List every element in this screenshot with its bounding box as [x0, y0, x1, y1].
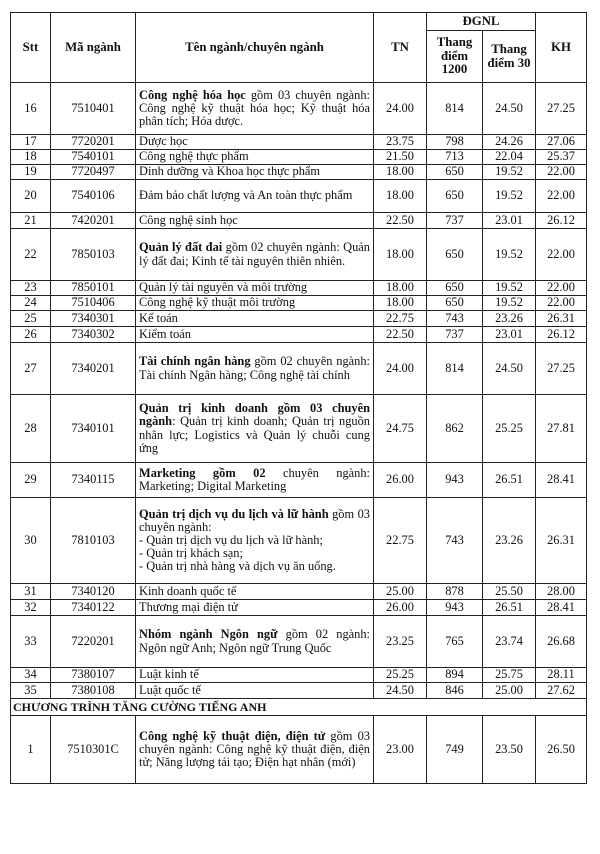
- cell-dgnl-30: 19.52: [483, 180, 536, 213]
- cell-ma-nganh: 7380107: [51, 668, 136, 683]
- cell-tn: 24.00: [374, 83, 427, 135]
- cell-ten-nganh: Thương mại điện tử: [136, 600, 374, 616]
- cell-kh: 25.37: [536, 150, 587, 165]
- cell-tn: 22.75: [374, 311, 427, 327]
- major-group-name: Công nghệ hóa học: [139, 87, 246, 102]
- cell-dgnl-30: 23.01: [483, 327, 536, 343]
- cell-ma-nganh: 7340302: [51, 327, 136, 343]
- table-row: [11, 683, 587, 699]
- header-thang-30: Thang điểm 30: [483, 31, 536, 83]
- cell-stt: 24: [11, 296, 51, 311]
- cell-dgnl-30: 19.52: [483, 229, 536, 281]
- cell-ma-nganh: 7380108: [51, 683, 136, 699]
- table-row: [11, 327, 587, 343]
- cell-stt: 31: [11, 584, 51, 600]
- cell-ma-nganh: 7340122: [51, 600, 136, 616]
- cell-ma-nganh: 7220201: [51, 616, 136, 668]
- cell-kh: 26.12: [536, 213, 587, 229]
- cell-dgnl-30: 24.50: [483, 343, 536, 395]
- cell-dgnl-1200: 862: [427, 395, 483, 463]
- cell-dgnl-30: 26.51: [483, 600, 536, 616]
- table-row: [11, 150, 587, 165]
- table-row: [11, 311, 587, 327]
- cell-dgnl-1200: 650: [427, 229, 483, 281]
- major-group-name: Quản lý đất đai: [139, 240, 223, 255]
- cell-dgnl-1200: 743: [427, 498, 483, 584]
- cell-ten-nganh: Dinh dưỡng và Khoa học thực phẩm: [136, 165, 374, 180]
- cell-stt: 19: [11, 165, 51, 180]
- cell-kh: 27.62: [536, 683, 587, 699]
- cell-kh: 28.00: [536, 584, 587, 600]
- cell-tn: 23.25: [374, 616, 427, 668]
- cell-dgnl-30: 24.26: [483, 135, 536, 150]
- header-kh: KH: [536, 13, 587, 83]
- cell-dgnl-1200: 737: [427, 213, 483, 229]
- header-thang-1200: Thang điểm 1200: [427, 31, 483, 83]
- cell-dgnl-30: 22.04: [483, 150, 536, 165]
- cell-stt: 17: [11, 135, 51, 150]
- table-body: [11, 83, 587, 784]
- cell-kh: 27.06: [536, 135, 587, 150]
- cell-ma-nganh: 7540106: [51, 180, 136, 213]
- cell-tn: 18.00: [374, 229, 427, 281]
- cell-tn: 21.50: [374, 150, 427, 165]
- admission-score-table: [10, 12, 587, 784]
- cell-ma-nganh: 7540101: [51, 150, 136, 165]
- cell-ten-nganh: Quản lý tài nguyên và môi trường: [136, 281, 374, 296]
- major-group-name: Tài chính ngân hàng: [139, 354, 251, 369]
- cell-tn: 26.00: [374, 463, 427, 498]
- cell-kh: 27.81: [536, 395, 587, 463]
- cell-dgnl-30: 19.52: [483, 165, 536, 180]
- major-group-name: Marketing gồm 02: [139, 465, 266, 480]
- header-tn: TN: [374, 13, 427, 83]
- table-row: [11, 600, 587, 616]
- cell-stt: 20: [11, 180, 51, 213]
- cell-dgnl-30: 25.25: [483, 395, 536, 463]
- cell-ten-nganh: Kinh doanh quốc tế: [136, 584, 374, 600]
- header-stt: Stt: [11, 13, 51, 83]
- cell-ten-nganh: Công nghệ thực phẩm: [136, 150, 374, 165]
- cell-dgnl-1200: 737: [427, 327, 483, 343]
- table-row: [11, 229, 587, 281]
- table-row: [11, 498, 587, 584]
- cell-dgnl-1200: 765: [427, 616, 483, 668]
- cell-dgnl-1200: 878: [427, 584, 483, 600]
- cell-dgnl-1200: 814: [427, 83, 483, 135]
- major-group-name: Công nghệ kỹ thuật điện, điện tử: [139, 728, 326, 743]
- cell-tn: 24.00: [374, 343, 427, 395]
- cell-tn: 23.75: [374, 135, 427, 150]
- cell-dgnl-1200: 943: [427, 463, 483, 498]
- header-dgnl: ĐGNL: [427, 13, 536, 31]
- major-group-name: Nhóm ngành Ngôn ngữ: [139, 627, 278, 642]
- cell-ten-nganh: Luật quốc tế: [136, 683, 374, 699]
- cell-tn: 25.00: [374, 584, 427, 600]
- cell-dgnl-30: 19.52: [483, 296, 536, 311]
- cell-dgnl-1200: 943: [427, 600, 483, 616]
- cell-dgnl-30: 26.51: [483, 463, 536, 498]
- cell-kh: 28.11: [536, 668, 587, 683]
- cell-ma-nganh: 7510401: [51, 83, 136, 135]
- table-row: [11, 343, 587, 395]
- cell-kh: 28.41: [536, 600, 587, 616]
- cell-ma-nganh: 7850103: [51, 229, 136, 281]
- cell-stt: 22: [11, 229, 51, 281]
- cell-tn: 24.50: [374, 683, 427, 699]
- cell-dgnl-30: 23.26: [483, 311, 536, 327]
- cell-dgnl-30: 23.50: [483, 716, 536, 784]
- cell-dgnl-30: 25.00: [483, 683, 536, 699]
- cell-ten-nganh: Luật kinh tế: [136, 668, 374, 683]
- cell-dgnl-1200: 650: [427, 296, 483, 311]
- cell-kh: 27.25: [536, 83, 587, 135]
- cell-dgnl-30: 23.01: [483, 213, 536, 229]
- cell-ten-nganh: Công nghệ kỹ thuật môi trường: [136, 296, 374, 311]
- cell-stt: 28: [11, 395, 51, 463]
- table-row: [11, 281, 587, 296]
- cell-dgnl-1200: 798: [427, 135, 483, 150]
- cell-ma-nganh: 7340120: [51, 584, 136, 600]
- cell-tn: 24.75: [374, 395, 427, 463]
- cell-ma-nganh: 7720497: [51, 165, 136, 180]
- cell-dgnl-1200: 650: [427, 180, 483, 213]
- cell-ten-nganh: Dược học: [136, 135, 374, 150]
- cell-ma-nganh: 7510406: [51, 296, 136, 311]
- table-header: [11, 13, 587, 83]
- cell-kh: 26.12: [536, 327, 587, 343]
- cell-kh: 22.00: [536, 296, 587, 311]
- cell-stt: 27: [11, 343, 51, 395]
- table-row: [11, 165, 587, 180]
- table-row: [11, 463, 587, 498]
- header-ma-nganh: Mã ngành: [51, 13, 136, 83]
- section-title: CHƯƠNG TRÌNH TĂNG CƯỜNG TIẾNG ANH: [11, 699, 587, 716]
- cell-dgnl-30: 23.74: [483, 616, 536, 668]
- cell-stt: 1: [11, 716, 51, 784]
- cell-ma-nganh: 7420201: [51, 213, 136, 229]
- cell-stt: 23: [11, 281, 51, 296]
- table-row: [11, 584, 587, 600]
- cell-tn: 25.25: [374, 668, 427, 683]
- cell-ten-nganh: Marketing gồm 02 chuyên ngành: Marketing; Digital Marketing: [136, 463, 374, 498]
- cell-kh: 26.31: [536, 498, 587, 584]
- cell-ten-nganh: Công nghệ hóa học gồm 03 chuyên ngành: Công nghệ kỹ thuật hóa học; Kỹ thuật hóa phân tích; Hóa dược.: [136, 83, 374, 135]
- cell-ma-nganh: 7340115: [51, 463, 136, 498]
- cell-stt: 33: [11, 616, 51, 668]
- cell-dgnl-1200: 814: [427, 343, 483, 395]
- table-row: [11, 180, 587, 213]
- cell-ma-nganh: 7510301C: [51, 716, 136, 784]
- cell-ten-nganh: Kiểm toán: [136, 327, 374, 343]
- cell-ten-nganh: Đảm bảo chất lượng và An toàn thực phẩm: [136, 180, 374, 213]
- cell-tn: 26.00: [374, 600, 427, 616]
- major-group-name: Quản trị kinh doanh gồm 03 chuyên ngành: [139, 401, 370, 429]
- cell-dgnl-1200: 749: [427, 716, 483, 784]
- cell-stt: 25: [11, 311, 51, 327]
- table-row: [11, 213, 587, 229]
- table-row: [11, 395, 587, 463]
- cell-kh: 28.41: [536, 463, 587, 498]
- cell-tn: 22.75: [374, 498, 427, 584]
- cell-ten-nganh: Quản trị kinh doanh gồm 03 chuyên ngành: Quản trị kinh doanh; Quản trị nguồn nhân lực; Logistics và Quản lý chuỗi cung ứng: [136, 395, 374, 463]
- cell-stt: 18: [11, 150, 51, 165]
- cell-ma-nganh: 7850101: [51, 281, 136, 296]
- table-row: [11, 616, 587, 668]
- cell-tn: 22.50: [374, 327, 427, 343]
- cell-dgnl-1200: 650: [427, 281, 483, 296]
- cell-kh: 22.00: [536, 281, 587, 296]
- cell-stt: 32: [11, 600, 51, 616]
- cell-ma-nganh: 7340301: [51, 311, 136, 327]
- admission-table-container: [10, 12, 587, 784]
- cell-ten-nganh: Nhóm ngành Ngôn ngữ gồm 02 ngành: Ngôn ngữ Anh; Ngôn ngữ Trung Quốc: [136, 616, 374, 668]
- cell-kh: 22.00: [536, 165, 587, 180]
- table-row: [11, 296, 587, 311]
- cell-dgnl-30: 24.50: [483, 83, 536, 135]
- cell-dgnl-1200: 846: [427, 683, 483, 699]
- cell-dgnl-1200: 650: [427, 165, 483, 180]
- cell-kh: 22.00: [536, 229, 587, 281]
- cell-ten-nganh: Công nghệ sinh học: [136, 213, 374, 229]
- cell-stt: 26: [11, 327, 51, 343]
- table-row: [11, 716, 587, 784]
- cell-dgnl-1200: 713: [427, 150, 483, 165]
- cell-ten-nganh: Quản lý đất đai gồm 02 chuyên ngành: Quản lý đất đai; Kinh tế tài nguyên thiên nhiên.: [136, 229, 374, 281]
- cell-tn: 18.00: [374, 296, 427, 311]
- cell-stt: 30: [11, 498, 51, 584]
- table-row: [11, 83, 587, 135]
- header-ten-nganh: Tên ngành/chuyên ngành: [136, 13, 374, 83]
- major-group-name: Quản trị dịch vụ du lịch và lữ hành: [139, 506, 329, 521]
- cell-dgnl-30: 25.75: [483, 668, 536, 683]
- cell-ten-nganh: Quản trị dịch vụ du lịch và lữ hành gồm 03 chuyên ngành: - Quản trị dịch vụ du lịch và lữ hành; - Quản trị khách sạn; - Quản trị nhà hàng và dịch vụ ăn uống.: [136, 498, 374, 584]
- cell-tn: 22.50: [374, 213, 427, 229]
- cell-kh: 27.25: [536, 343, 587, 395]
- cell-dgnl-30: 25.50: [483, 584, 536, 600]
- table-row: [11, 668, 587, 683]
- cell-tn: 23.00: [374, 716, 427, 784]
- cell-stt: 35: [11, 683, 51, 699]
- cell-tn: 18.00: [374, 165, 427, 180]
- cell-dgnl-30: 19.52: [483, 281, 536, 296]
- cell-ma-nganh: 7720201: [51, 135, 136, 150]
- section-row: [11, 699, 587, 716]
- cell-stt: 29: [11, 463, 51, 498]
- cell-kh: 22.00: [536, 180, 587, 213]
- cell-ma-nganh: 7810103: [51, 498, 136, 584]
- cell-ten-nganh: Tài chính ngân hàng gồm 02 chuyên ngành: Tài chính Ngân hàng; Công nghệ tài chính: [136, 343, 374, 395]
- cell-ma-nganh: 7340201: [51, 343, 136, 395]
- cell-kh: 26.31: [536, 311, 587, 327]
- cell-kh: 26.50: [536, 716, 587, 784]
- cell-tn: 18.00: [374, 180, 427, 213]
- cell-stt: 21: [11, 213, 51, 229]
- cell-ten-nganh: Công nghệ kỹ thuật điện, điện tử gồm 03 chuyên ngành: Công nghệ kỹ thuật điện, điện tử; Năng lượng tái tạo; Điện hạt nhân (mới): [136, 716, 374, 784]
- cell-tn: 18.00: [374, 281, 427, 296]
- cell-stt: 16: [11, 83, 51, 135]
- cell-ten-nganh: Kế toán: [136, 311, 374, 327]
- cell-stt: 34: [11, 668, 51, 683]
- cell-dgnl-30: 23.26: [483, 498, 536, 584]
- cell-dgnl-1200: 894: [427, 668, 483, 683]
- cell-dgnl-1200: 743: [427, 311, 483, 327]
- table-row: [11, 135, 587, 150]
- cell-kh: 26.68: [536, 616, 587, 668]
- cell-ma-nganh: 7340101: [51, 395, 136, 463]
